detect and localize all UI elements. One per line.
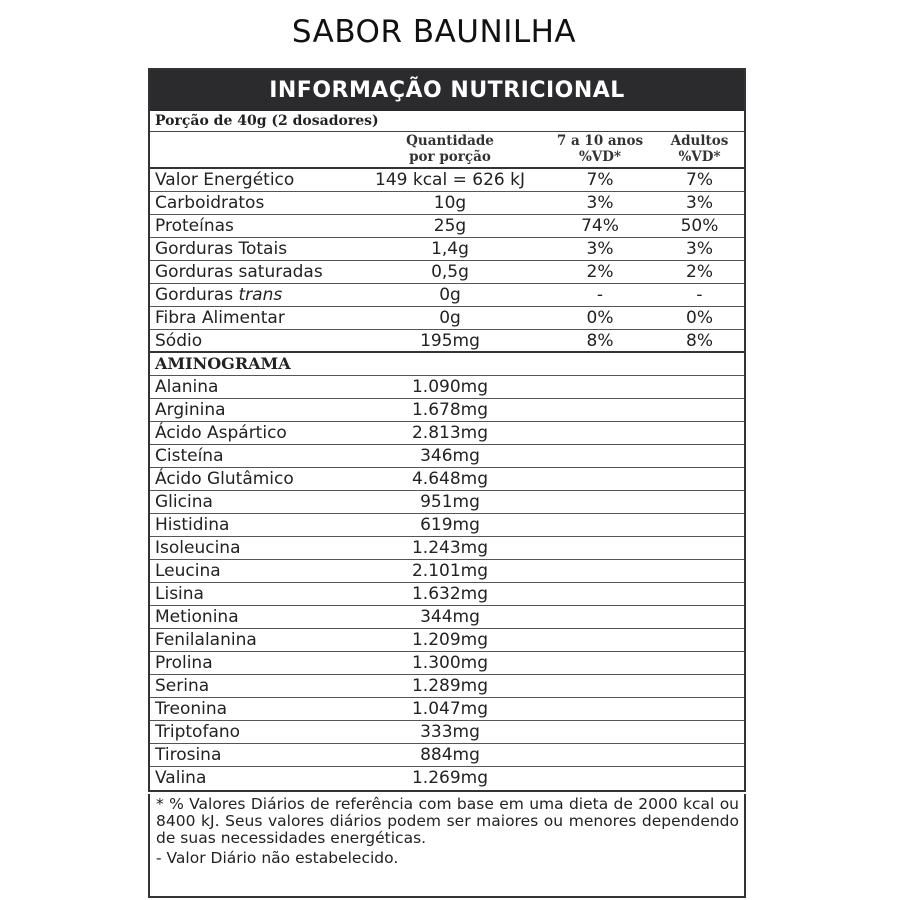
amino-row: [150, 399, 744, 422]
nutrient-row: [150, 192, 744, 215]
amino-name: Cisteína: [155, 446, 224, 466]
amino-name: Prolina: [155, 653, 213, 673]
amino-name: Ácido Glutâmico: [155, 469, 294, 489]
nutrient-row: [150, 307, 744, 330]
nutrient-name: Carboidratos: [155, 193, 265, 213]
footnote-box: [148, 794, 746, 898]
nutrient-adults-dv: 0%: [686, 308, 713, 328]
column-header-kids-dv: 7 a 10 anos %VD*: [556, 133, 644, 165]
amino-row: [150, 491, 744, 514]
flavor-title: SABOR BAUNILHA: [291, 14, 577, 50]
amino-quantity: 619mg: [420, 515, 480, 535]
nutrient-name: Proteínas: [155, 216, 234, 236]
amino-row: [150, 721, 744, 744]
amino-row: [150, 744, 744, 767]
amino-row: [150, 376, 744, 399]
nutrient-kids-dv: 2%: [586, 262, 614, 282]
column-headers: [150, 132, 744, 169]
column-header-quantity: Quantidade por porção: [406, 133, 494, 165]
nutrition-facts-table: [148, 68, 746, 792]
nutrient-kids-dv: 74%: [581, 216, 619, 236]
aminogram-rows: [150, 376, 744, 790]
nutrient-name: Valor Energético: [155, 170, 295, 190]
amino-row: [150, 629, 744, 652]
nutrient-row: [150, 284, 744, 307]
nutrient-kids-dv: 0%: [586, 308, 614, 328]
nutrient-row: [150, 330, 744, 353]
nutrient-name: Fibra Alimentar: [155, 308, 285, 328]
column-header-name: [150, 132, 355, 167]
amino-row: [150, 675, 744, 698]
amino-name: Tirosina: [155, 745, 222, 765]
serving-size: Porção de 40g (2 dosadores): [150, 111, 744, 132]
nutrient-adults-dv: 3%: [686, 193, 713, 213]
amino-row: [150, 537, 744, 560]
amino-name: Serina: [155, 676, 210, 696]
nutrient-kids-dv: 3%: [586, 239, 614, 259]
amino-quantity: 1.209mg: [411, 630, 489, 650]
amino-row: [150, 652, 744, 675]
amino-name: Alanina: [155, 377, 219, 397]
nutrient-kids-dv: 3%: [586, 193, 614, 213]
amino-row: [150, 606, 744, 629]
nutrient-name: Gorduras Totais: [155, 239, 288, 259]
amino-name: Histidina: [155, 515, 230, 535]
nutrient-adults-dv: 7%: [686, 170, 713, 190]
amino-quantity: 951mg: [420, 492, 480, 512]
amino-quantity: 2.813mg: [411, 423, 489, 443]
nutrient-quantity: 10g: [433, 193, 467, 213]
footnote-daily-values: * % Valores Diários de referência com base em uma dieta de 2000 kcal ou 8400 kJ. Seus valores diários podem ser maiores ou menores dependendo de suas necessidades energéticas.: [156, 795, 739, 847]
nutrient-rows: [150, 169, 744, 353]
nutrient-row: [150, 215, 744, 238]
amino-quantity: 1.090mg: [411, 377, 489, 397]
amino-row: [150, 514, 744, 537]
nutrient-quantity: 0g: [439, 308, 461, 328]
nutrient-adults-dv: 3%: [686, 239, 713, 259]
amino-name: Treonina: [155, 699, 228, 719]
nutrient-adults-dv: 50%: [680, 216, 719, 236]
amino-quantity: 1.243mg: [411, 538, 489, 558]
amino-quantity: 1.269mg: [411, 768, 489, 788]
amino-name: Isoleucina: [155, 538, 241, 558]
nutrient-quantity: 0g: [439, 285, 461, 305]
amino-row: [150, 583, 744, 606]
amino-row: [150, 560, 744, 583]
amino-row: [150, 422, 744, 445]
amino-quantity: 2.101mg: [411, 561, 489, 581]
nutrient-row: [150, 238, 744, 261]
nutrient-name: Sódio: [155, 331, 203, 351]
amino-row: [150, 698, 744, 721]
amino-quantity: 1.632mg: [411, 584, 489, 604]
amino-name: Lisina: [155, 584, 204, 604]
amino-row: [150, 767, 744, 790]
amino-quantity: 346mg: [420, 446, 480, 466]
amino-name: Fenilalanina: [155, 630, 257, 650]
amino-row: [150, 468, 744, 491]
nutrient-adults-dv: -: [696, 285, 703, 305]
nutrient-row: [150, 169, 744, 192]
nutrient-adults-dv: 2%: [686, 262, 713, 282]
nutrient-quantity: 1,4g: [431, 239, 469, 259]
amino-quantity: 1.678mg: [411, 400, 489, 420]
amino-name: Ácido Aspártico: [155, 423, 287, 443]
amino-quantity: 1.047mg: [411, 699, 489, 719]
amino-quantity: 1.289mg: [411, 676, 489, 696]
nutrient-quantity: 0,5g: [431, 262, 469, 282]
amino-name: Leucina: [155, 561, 221, 581]
nutrient-adults-dv: 8%: [686, 331, 713, 351]
table-header: INFORMAÇÃO NUTRICIONAL: [150, 70, 744, 111]
amino-quantity: 1.300mg: [411, 653, 489, 673]
nutrient-name: Gorduras trans: [155, 285, 283, 305]
nutrient-quantity: 195mg: [420, 331, 480, 351]
nutrient-kids-dv: 7%: [586, 170, 614, 190]
nutrient-name: Gorduras saturadas: [155, 262, 323, 282]
aminogram-title: AMINOGRAMA: [150, 353, 744, 376]
amino-quantity: 884mg: [420, 745, 480, 765]
nutrient-kids-dv: -: [596, 285, 604, 305]
amino-name: Arginina: [155, 400, 226, 420]
amino-quantity: 344mg: [420, 607, 480, 627]
nutrient-row: [150, 261, 744, 284]
amino-row: [150, 445, 744, 468]
nutrient-quantity: 25g: [433, 216, 467, 236]
footnote-not-established: - Valor Diário não estabelecido.: [156, 849, 399, 867]
amino-quantity: 4.648mg: [411, 469, 489, 489]
amino-name: Metionina: [155, 607, 239, 627]
column-header-adults-dv: Adultos %VD*: [670, 133, 729, 165]
nutrient-kids-dv: 8%: [586, 331, 614, 351]
amino-name: Triptofano: [155, 722, 241, 742]
amino-name: Glicina: [155, 492, 213, 512]
amino-quantity: 333mg: [420, 722, 480, 742]
amino-name: Valina: [155, 768, 207, 788]
nutrient-quantity: 149 kcal = 626 kJ: [375, 170, 525, 190]
